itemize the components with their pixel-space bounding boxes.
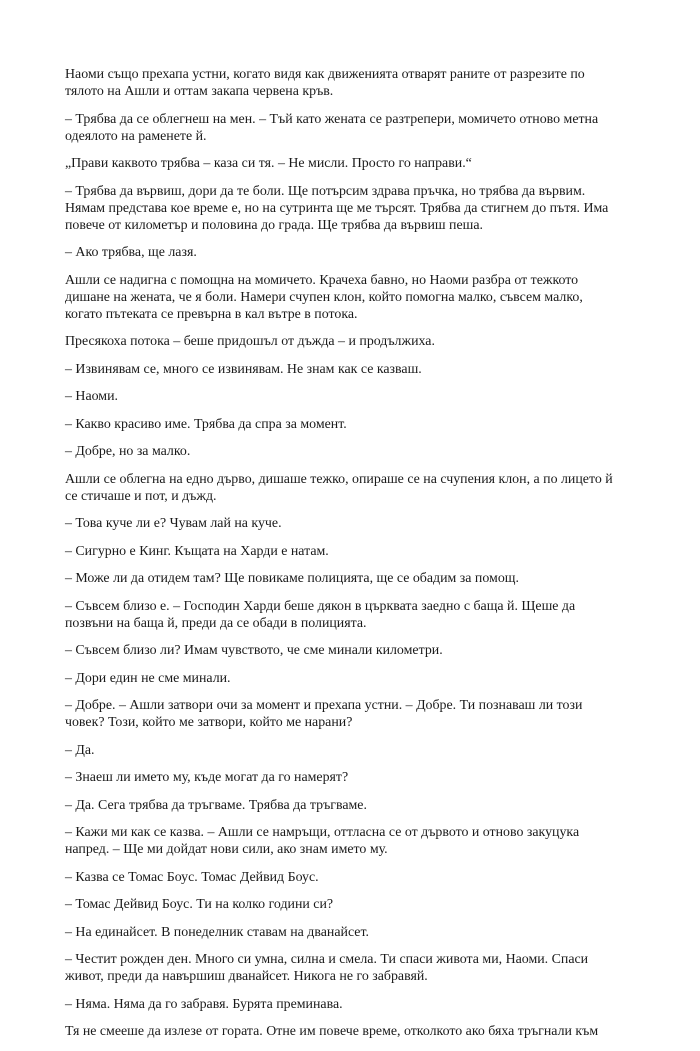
paragraph: – Дори един не сме минали. [65, 670, 231, 686]
paragraph: Пресякоха потока – беше придошъл от дъжда – и продължиха. [65, 334, 435, 349]
paragraph: – Трябва да се облегнеш на мен. – Тъй като жената се разтрепери, момичето отново метна одеялото на раменете й. [65, 111, 599, 144]
paragraph: – Казва се Томас Боус. Томас Дейвид Боус. [65, 869, 319, 885]
paragraph: – Може ли да отидем там? Ще повикаме полицията, ще се обадим за помощ. [65, 571, 519, 586]
paragraph: – Добре. – Ашли затвори очи за момент и прехапа устни. – Добре. Ти познаваш ли този човек? Този, който ме затвори, който ме нарани? [65, 698, 583, 730]
paragraph: Тя не смееше да излезе от гората. Отне им повече време, отколкото ако бяха тръгнали към [65, 1024, 599, 1039]
paragraph: – Съвсем близо ли? Имам чувството, че сме минали километри. [65, 643, 443, 658]
paragraph: Ашли се облегна на едно дърво, дишаше тежко, опираше се на счупения клон, а по лицето й се стичаше и пот, и дъжд. [65, 471, 613, 504]
paragraph: – На единайсет. В понеделник ставам на дванайсет. [65, 924, 369, 940]
paragraph: – Да. [65, 742, 95, 758]
paragraph: Наоми също прехапа устни, когато видя как движенията отварят раните от разрезите по тялото на Ашли и оттам закапа червена кръв. [65, 67, 585, 99]
paragraph: – Какво красиво име. Трябва да спра за момент. [65, 416, 347, 432]
paragraph: – Това куче ли е? Чувам лай на куче. [65, 516, 282, 531]
paragraph: – Кажи ми как се казва. – Ашли се намръщи, оттласна се от дървото и отново закуцука напред. – Ще ми дойдат нови сили, ако знам името му. [65, 825, 580, 857]
paragraph: – Знаеш ли името му, къде могат да го намерят? [65, 770, 349, 785]
paragraph: – Томас Дейвид Боус. Ти на колко години си? [65, 897, 334, 912]
text-body [65, 66, 645, 1051]
paragraph: – Сигурно е Кинг. Къщата на Харди е натам. [65, 543, 329, 559]
paragraph: – Честит рожден ден. Много си умна, силна и смела. Ти спаси живота ми, Наоми. Спаси живот, преди да навършиш дванайсет. Никога не го забравяй. [65, 952, 589, 984]
paragraph: – Да. Сега трябва да тръгваме. Трябва да тръгваме. [65, 797, 367, 813]
paragraph: – Наоми. [65, 389, 118, 404]
paragraph: – Трябва да вървиш, дори да те боли. Ще потърсим здрава пръчка, но трябва да вървим. Нямам представа кое време е, но на сутринта ще ме търсят. Трябва да стигнем до пътя. Има повече от километър и половина до града. Ще трябва да вървиш пеша. [65, 183, 609, 233]
paragraph: – Няма. Няма да го забравя. Бурята преминава. [65, 996, 343, 1012]
paragraph: Ашли се надигна с помощна на момичето. Крачеха бавно, но Наоми разбра от тежкото дишане на жената, че я боли. Намери счупен клон, който помогна малко, съвсем малко, когато пътеката се превърна в кал вътре в потока. [65, 272, 583, 322]
paragraph: – Ако трябва, ще лазя. [65, 245, 197, 260]
paragraph: „Прави каквото трябва – каза си тя. – Не мисли. Просто го направи.“ [65, 156, 472, 171]
paragraph: – Добре, но за малко. [65, 444, 191, 459]
paragraph: – Съвсем близо е. – Господин Харди беше дякон в църквата заедно с баща й. Щеше да позвъни на баща й, преди да се обади в полицията. [65, 598, 576, 631]
paragraph: – Извинявам се, много се извинявам. Не знам как се казваш. [65, 361, 422, 377]
